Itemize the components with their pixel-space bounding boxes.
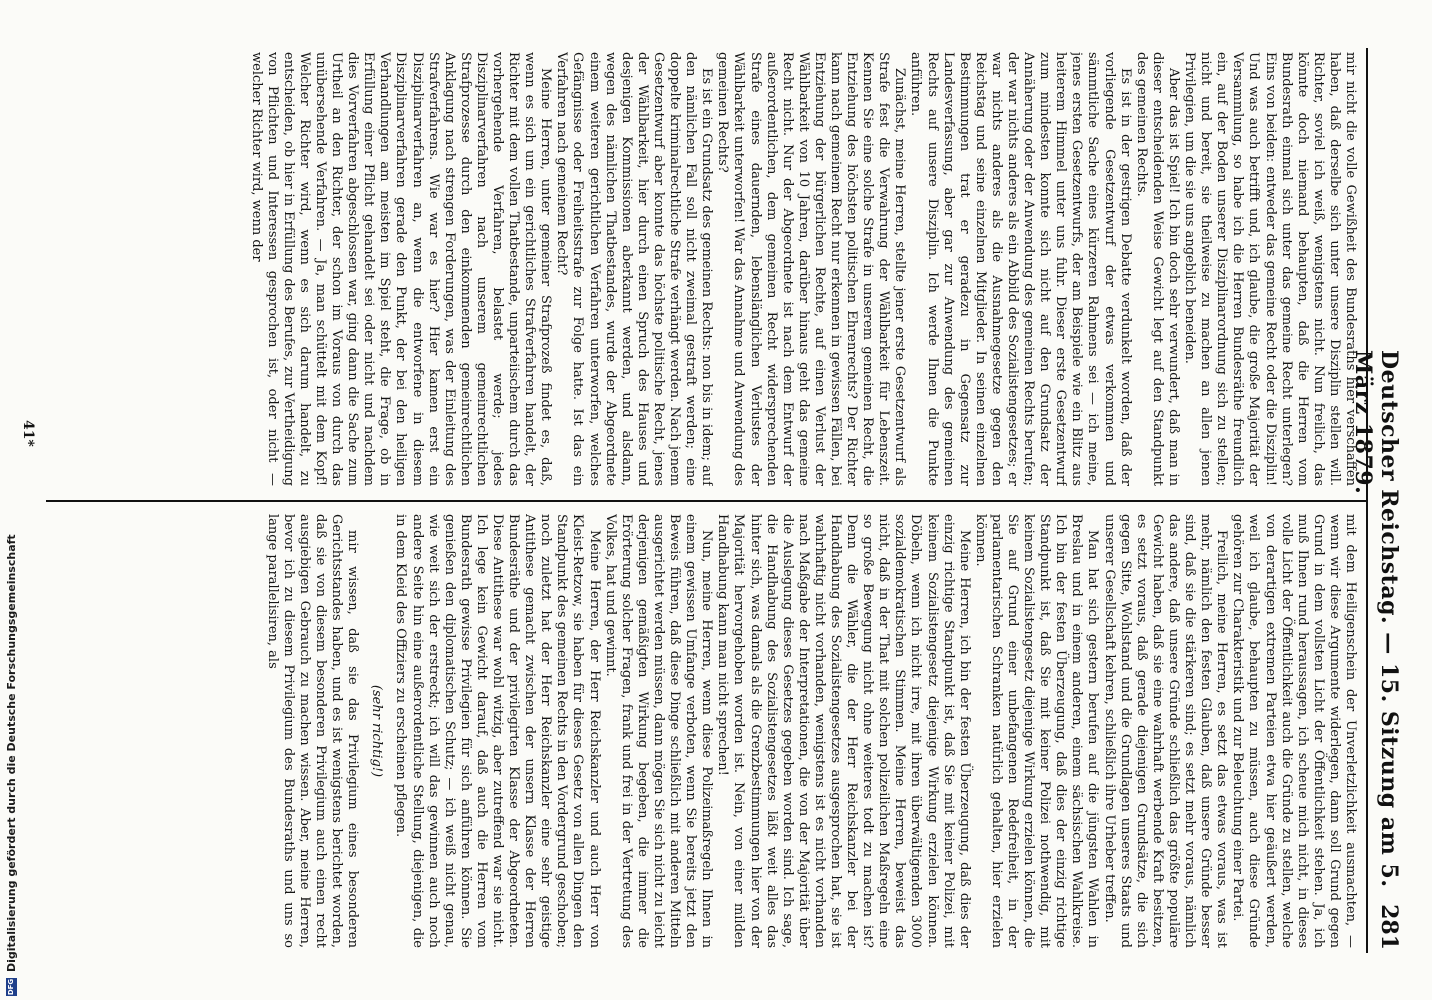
running-title: Deutscher Reichstag. — 15. Sitzung am 5. März 1879.: [1350, 350, 1402, 888]
digitization-credit: [0, 0, 22, 1000]
paragraph: Meine Herren, der Herr Reichskanzler und auch Herr von Kleist-Retzow, sie haben für dieses Gesetz von allen Dingen den Standpunkt des gemeinen Rechts in den Vordergrund geschoben; noch zuletzt hat der Herr Reichskanzler eine sehr geistige Antithese gemacht zwischen der unsern Klasse der Herren Bundesräthe und der privilegirten Klasse der Abgeordneten. Diese Antithese war wohl witzig, aber zutreffend war sie nicht. Ich lege kein Gewicht darauf, daß auch die Herren vom Bundesrath gewisse Privilegien für sich anführen können. Sie genießen den diplomatischen Schutz; — ich weiß nicht genau, wie weit sich der erstreckt; ich will das gewinnen auch noch andere Seite hin eine außerordentliche Stellung, diejenigen, die in dem Kleid des Offiziers zu erscheinen pflegen.: [393, 514, 602, 948]
paragraph: Meine Herren, unter gemeiner Strafprozeß findet es, daß, wenn es sich um ein gerichtliches Strafverfahren handelt, der Richter mit dem vollen Thatbestande, unparteiischem durch das vorhergehende Verfahren, belastet werde; jedes Disziplinarverfahren nach unserem gemeinrechtlichen Strafprozesse durch den einkommenden gemeinrechtlichen Anklagung nach strengen Forderungen, was der Einleitung des Strafverfahrens. Wie war es hier? Hier kamen erst ein Disziplinarverfahren an, wenn die entworfene in diesem Disziplinarverfahren gerade den Punkt, der bei den heiligen Verhandlungen am meisten im Spiel steht, die Frage, ob in Erfüllung einer Pflicht gehandelt sei oder nicht und nachdem dies Vorverfahren abgeschlossen war, ging dann die Sache zum Urtheil an den Richter, der schon im Voraus von durch das unübersehende Verfahren. — Ja, man schüttelt mit dem Kopf! Welcher Richter wird, wenn es sich darum handelt, zu entscheiden, ob hier in Erfüllung des Berufes, zur Vertheidigung von Pflichten und Interessen gesprochen ist, oder nicht — welcher Richter wird, wenn der: [248, 52, 554, 486]
paragraph: Freilich, meine Herren, es setzt das etwas voraus, was ist mehr, nämlich den festen Glauben, daß unsere Gründe besser sind, daß sie die stärkeren sind; es setzt mehr voraus, nämlich das andere, daß unsere Gründe schließlich das größte populäre Gewicht haben, daß sie eine wahrhaft werbende Kraft besitzen, es setzt voraus, daß gerade diejenigen Grundsätze, die sich gegen Sitte, Wohlstand und die Grundlagen unseres Staats und unserer Gesellschaft kehren, schließlich ihre Urheber treffen.: [1101, 514, 1230, 948]
paragraph: Man hat sich gestern berufen auf die jüngsten Wahlen in Breslau und in einem anderen, einem sächsischen Wahlkreise. Ich bin der festen Überzeugung, daß dies der einzig richtige Standpunkt ist, daß Sie mit keiner Polizei nothwendig, mit keinem Sozialistengesetz diejenige Wirkung erzielen können, die Sie auf Grund einer unbefangenen Redefreiheit, in der parlamentarischen Schranken natürlich gehalten, hier erzielen können.: [972, 514, 1101, 948]
page-header: [1350, 50, 1410, 950]
text-column-right: [58, 514, 1358, 948]
credit-text: Digitalisierung gefördert durch die Deutsche Forschungsgemeinschaft: [4, 534, 18, 972]
paragraph: Nun, meine Herren, wenn diese Polizeimaßregeln Ihnen in einem gewissen Umfange verboten, wenn Sie bereits jetzt den Beweis führen, daß diese Dinge schließlich mit anderen Mitteln ausgerichtet werden müssen, dann mögen Sie sich nicht zu leicht derjenigen gemäßigten Wirkung begeben, die immer die Erörterung solcher Fragen, frank und frei in der Vertretung des Volkes, hat und gewinnt.: [602, 514, 715, 948]
paragraph: mir wissen, daß sie das Privilegium eines besonderen Gerichtsstandes haben, und es ist wenigstens berichtet worden, daß sie von diesem besonderen Privilegium auch einen recht ausgiebigen Gebrauch zu machen wissen. Aber, meine Herren, bevor ich zu diesem Privilegium des Bundesraths und uns so lange parallelisiren, als: [264, 514, 361, 948]
page-number: 281: [1376, 904, 1402, 950]
dfg-logo: DFG: [6, 978, 15, 996]
paragraph: mir nicht die volle Gewißheit des Bundesraths hier verschaffen haben, daß derselbe sich unter unsere Disziplin stellen will. Richter, soviel ich weiß, wenigstens nicht. Nun freilich, das könnte doch niemand behaupten, daß die Herren vom Bundesrath einmal sich unter das gemeine Recht unterlegen? Eins von beiden: entweder das gemeine Recht oder die Disziplin! Und was auch betrifft und, ich glaube, die große Majorität der Versammlung, so habe ich die Herren Bundesräthe freundlich ein, auf der Boden unserer Disziplinarordnung sich zu stellen; nicht und bereit, sie theilweise zu machen an allen jenen Privilegien, um die sie uns angeblich beneiden.: [1182, 52, 1358, 486]
text-column-left: [58, 52, 1358, 486]
column-divider: [46, 500, 1366, 502]
paragraph: Meine Herren, ich bin der festen Überzeugung, daß dies der einzig richtige Standpunkt ist, daß Sie mit keiner Polizei, mit keinem Sozialistengesetz diejenige Wirkung erzielen können. Döbeln, wenn ich nicht irre, mit ihren überwältigenden 3000 sozialdemokratischen Stimmen. Meine Herren, beweist das nicht, daß in der That mit solchen polizeilichen Maßregeln eine so große Bewegung nicht ohne weiteres todt zu machen ist? Denn die Wähler, die der Herr Reichskanzler bei der Handhabung des Sozialistengesetzes ausgesprochen hat, sie ist wahrhaftig nicht vorhanden, wenigstens ist es nicht vorhanden nach Maßgabe der Interpretationen, die von der Majorität über die Auslegung dieses Gesetzes gegeben worden sind. Ich sage, die Handhabung des Sozialistengesetzes läßt weit alles das hinter sich, was damals als die Grenzbestimmungen hier von der Majorität hervorgehoben worden ist. Nein, von einer milden Handhabung kann man nicht sprechen!: [715, 514, 972, 948]
paragraph: Es ist in der gestrigen Debatte verdunkelt worden, daß der vorliegende Gesetzentwurf der etwas verkommen und sämmtliche Sache eines kürzeren Rahmens sei — ich meine, jenes ersten Gesetzentwurfs, der am Beispiele wie ein Blitz aus heiterem Himmel unter uns fuhr. Dieser erste Gesetzentwurf zum mindesten konnte sich nicht auf den Grundsatz der Annäherung oder der Anwendung des gemeinen Rechts berufen; der war nichts anderes als ein Abbild des Sozialistengesetzes; er war nichts anderes als die Ausnahmegesetze gegen den Reichstag und seine einzelnen Mitglieder. In seinen einzelnen Bestimmungen trat er geradezu in Gegensatz zur Landesverfassung, aber gar zur Anwendung des gemeinen Rechts auf unsere Disziplin. Ich werde Ihnen die Punkte anführen.: [908, 52, 1133, 486]
paragraph: Es ist ein Grundsatz des gemeinen Rechts: non bis in idem; auf den nämlichen Fall soll nicht zweimal gestraft werden; eine doppelte kriminalrechtliche Strafe verhängt werden. Nach jenem Gesetzentwurf aber konnte das höchste politische Recht, jenes der Wählbarkeit, hier durch einen Spruch des Hauses und desjenigen Kommissionen aberkannt werden, und alsdann, wegen des nämlichen Thatbestandes, wurde der Abgeordnete einem weiteren gerichtlichen Verfahren unterworfen, welches Gefängnisse oder Freiheitsstrafe zur Folge hatte. Ist das ein Verfahren nach gemeinem Recht?: [554, 52, 715, 486]
paragraph: (sehr richtig!): [369, 684, 385, 778]
paragraph: mit dem Heiligenschein der Unverletzlichkeit ausmachten, — wenn wir diese Argumente widerlegen, dann soll Grund gegen Grund in dem vollsten Licht der Öffentlichkeit stehen. Ja, ich muß Ihnen rund heraussagen, ich scheue mich nicht, in dieses volle Licht der Öffentlichkeit auch die Gründe zu stellen, welche von derartigen extremen Parteien etwa hier geäußert werden, weil ich glaube, behaupten zu müssen, auch diese Gründe gehören zur Charakteristik und zur Beleuchtung einer Partei.: [1230, 514, 1358, 948]
signature-mark: 41*: [20, 420, 36, 447]
paragraph: Zunächst, meine Herren, stellte jener erste Gesetzentwurf als Strafe fest die Verwahrung der Wählbarkeit für Lebenszeit. Kennen Sie eine solche Strafe in unserem gemeinen Recht, die Entziehung des höchsten politischen Ehrenrechts? Der Richter kann nach gemeinem Recht nur erkennen in gewissen Fällen, bei Entziehung der bürgerlichen Rechte, auf einen Verlust der Wählbarkeit von 10 Jahren, darüber hinaus geht das gemeine Recht nicht. Nur der Abgeordnete ist nach dem Entwurf der außerordentlichen, dem gemeinen Recht widersprechenden Strafe eines dauernden, lebenslänglichen Verlustes der Wählbarkeit unterworfen! War das Annahme und Anwendung des gemeinen Rechts?: [715, 52, 908, 486]
header-rule: [1366, 48, 1368, 953]
paragraph: Aber das ist Spiel! Ich bin doch sehr verwundert, daß man in dieser entscheidenden Weise Gewicht legt auf den Standpunkt des gemeinen Rechts.: [1133, 52, 1181, 486]
